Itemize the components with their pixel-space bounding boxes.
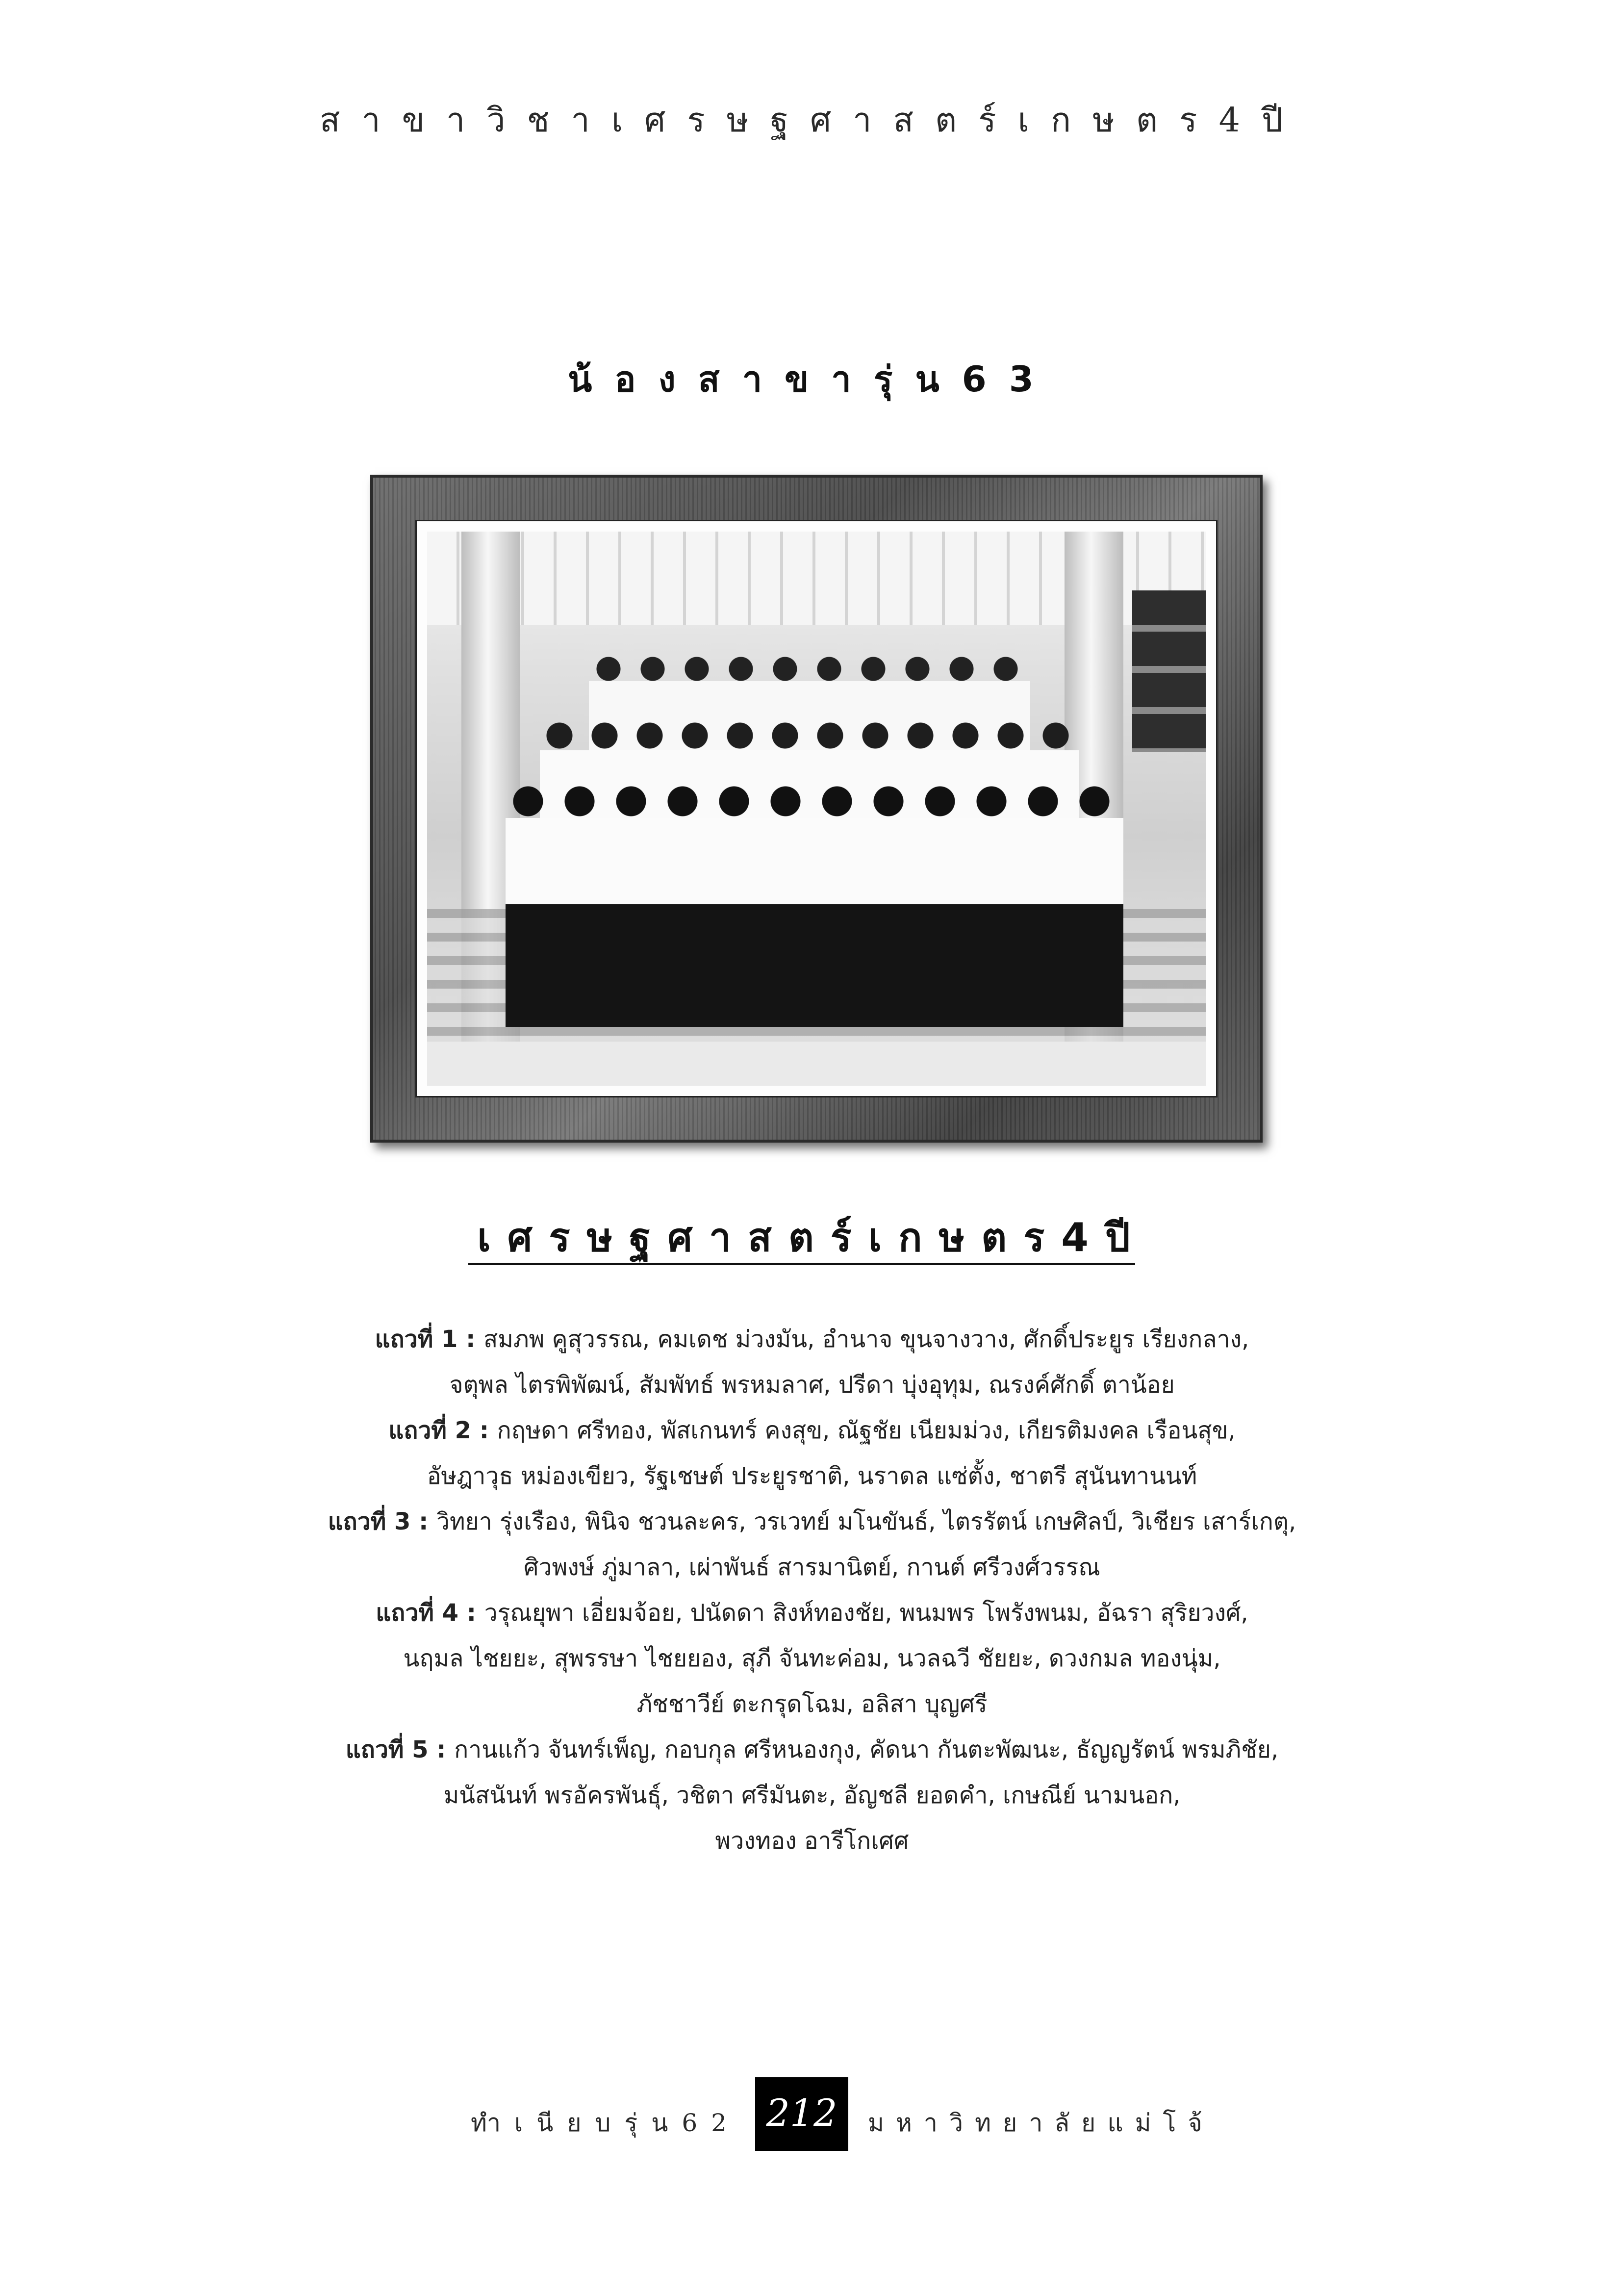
name-line (167, 1818, 1457, 1864)
name-line (167, 1545, 1457, 1590)
row-names: กานแก้ว จันทร์เพ็ญ, กอบกุล ศรีหนองกุง, คัดนา กันตะพัฒนะ, ธัญญรัตน์ พรมภิชัย, (454, 1736, 1279, 1763)
row-label: แถวที่ 1 : (375, 1326, 483, 1353)
photo-frame (370, 475, 1263, 1143)
name-line (167, 1317, 1457, 1362)
photo-floor (427, 1042, 1206, 1086)
row-names: วิทยา รุ่งเรือง, พินิจ ชวนละคร, วรเวทย์ มโนขันธ์, ไตรรัตน์ เกษศิลป์, วิเชียร เสาร์เกตุ, (436, 1508, 1296, 1535)
name-line (167, 1362, 1457, 1408)
row-label: แถวที่ 5 : (345, 1736, 455, 1763)
name-line (167, 1682, 1457, 1727)
name-list (167, 1317, 1457, 1864)
name-line (167, 1636, 1457, 1682)
group-photo (427, 532, 1206, 1086)
name-line (167, 1499, 1457, 1545)
name-line (167, 1454, 1457, 1499)
name-line (167, 1727, 1457, 1773)
row-label: แถวที่ 2 : (388, 1417, 497, 1444)
name-line (167, 1773, 1457, 1818)
row-names: จตุพล ไตรพิพัฒน์, สัมพัทธ์ พรหมลาศ, ปรีดา บุ่งอุทุม, ณรงค์ศักดิ์ ตาน้อย (449, 1371, 1175, 1399)
row-names: นฤมล ไชยยะ, สุพรรษา ไชยยอง, สุภี จันทะค่อม, นวลฉวี ชัยยะ, ดวงกมล ทองนุ่ม, (403, 1645, 1221, 1672)
footer-yearbook-label: ทำเนียบรุ่น62 (471, 2109, 740, 2137)
page-number-box (755, 2077, 848, 2151)
footer-university: มหาวิทยาลัยแม่โจ้ (868, 2109, 1214, 2137)
row-names: พวงทอง อารีโกเศศ (715, 1827, 909, 1855)
photo-mat (415, 520, 1218, 1097)
name-line (167, 1590, 1457, 1636)
row-names: สมภพ คูสุวรรณ, คมเดช ม่วงมัน, อำนาจ ขุนจางวาง, ศักดิ์ประยูร เรียงกลาง, (483, 1326, 1249, 1353)
row-label: แถวที่ 3 : (328, 1508, 437, 1535)
photo-windows (1132, 590, 1206, 752)
row-names: วรุณยุพา เอี่ยมจ้อย, ปนัดดา สิงห์ทองชัย, พนมพร โพรังพนม, อัฉรา สุริยวงศ์, (484, 1599, 1248, 1627)
row-names: อัษฎาวุธ หม่องเขียว, รัฐเชษต์ ประยูรชาติ, นราดล แซ่ตั้ง, ชาตรี สุนันทานนท์ (427, 1462, 1197, 1490)
subtitle: เศรษฐศาสตร์เกษตร4ปี (477, 1215, 1147, 1260)
row-names: ภัชชาวีย์ ตะกรุดโฉม, อลิสา บุญศรี (636, 1690, 988, 1718)
row-names: มนัสนันท์ พรอัครพันธุ์, วชิตา ศรีมันตะ, อัญชลี ยอดคำ, เกษณีย์ นามนอก, (443, 1782, 1181, 1809)
section-title: น้องสาขารุ่น63 (568, 358, 1056, 400)
header-title: สาขาวิชาเศรษฐศาสตร์เกษตร4ปี (319, 101, 1305, 140)
name-line (167, 1408, 1457, 1454)
page-number: 212 (766, 2091, 837, 2135)
photo-group-front-row (506, 782, 1123, 1046)
subtitle-underline (468, 1263, 1135, 1265)
row-label: แถวที่ 4 : (376, 1599, 484, 1627)
row-names: กฤษดา ศรีทอง, พัสเกนทร์ คงสุข, ณัฐชัย เนียมม่วง, เกียรติมงคล เรือนสุข, (497, 1417, 1236, 1444)
row-names: ศิวพงษ์ ภู่มาลา, เผ่าพันธ์ สารมานิตย์, กานต์ ศรีวงศ์วรรณ (524, 1554, 1100, 1581)
